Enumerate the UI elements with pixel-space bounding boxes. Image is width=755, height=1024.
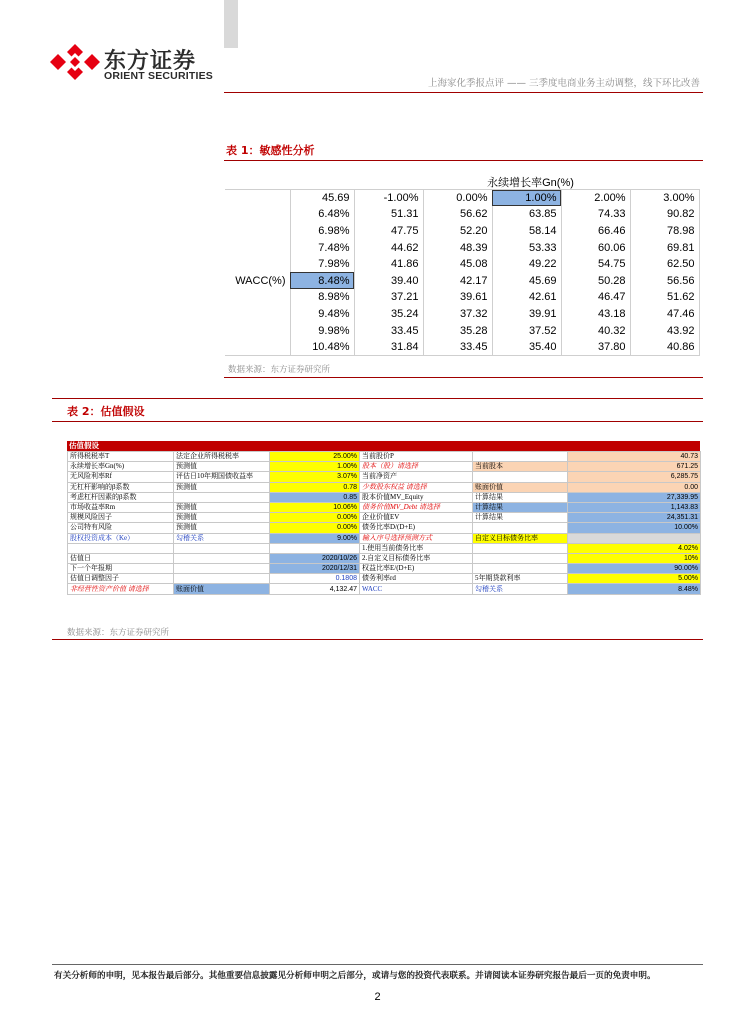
valuation-cell: 评估日10年期国债收益率 [174, 472, 270, 482]
table2-title-line [52, 421, 703, 422]
sensitivity-value: 41.86 [354, 256, 423, 273]
valuation-cell: 1.使用当前债务比率 [360, 543, 473, 553]
orient-logo-icon [50, 42, 100, 84]
wacc-row-label-cell [225, 322, 290, 339]
sensitivity-value: 37.52 [492, 322, 561, 339]
table1-source: 数据来源：东方证券研究所 [228, 365, 331, 375]
sensitivity-value: 42.17 [423, 272, 492, 289]
wacc-row-label-cell [225, 306, 290, 323]
valuation-cell [473, 553, 568, 563]
sensitivity-value: 58.14 [492, 223, 561, 240]
sensitivity-value: 31.84 [354, 339, 423, 356]
valuation-cell: 企业价值EV [360, 513, 473, 523]
sensitivity-value: 56.62 [423, 206, 492, 223]
valuation-cell: 2020/12/31 [270, 564, 360, 574]
valuation-cell: 6,285.75 [568, 472, 701, 482]
valuation-cell: 计算结果 [473, 513, 568, 523]
valuation-cell: 5年期贷款利率 [473, 574, 568, 584]
valuation-cell: 勾稽关系 [473, 584, 568, 594]
growth-col-header: 2.00% [561, 190, 630, 207]
sensitivity-value: 45.69 [492, 272, 561, 289]
sensitivity-value: 35.28 [423, 322, 492, 339]
valuation-cell: 权益比率E/(D+E) [360, 564, 473, 574]
sensitivity-value: 43.18 [561, 306, 630, 323]
valuation-cell [174, 543, 270, 553]
valuation-cell: 10.00% [568, 523, 701, 533]
wacc-value: 8.98% [290, 289, 354, 306]
sensitivity-grid [225, 189, 700, 356]
valuation-cell: 预测值 [174, 462, 270, 472]
valuation-cell [270, 543, 360, 553]
sensitivity-value: 35.40 [492, 339, 561, 356]
valuation-cell: 0.78 [270, 482, 360, 492]
wacc-row-label-cell [225, 223, 290, 240]
sensitivity-value: 37.32 [423, 306, 492, 323]
valuation-cell: 输入序号选择预测方式 [360, 533, 473, 543]
valuation-cell [68, 543, 174, 553]
growth-col-header-selected: 1.00% [492, 190, 561, 207]
valuation-cell: 计算结果 [473, 502, 568, 512]
valuation-cell: WACC [360, 584, 473, 594]
valuation-cell [473, 564, 568, 574]
valuation-cell: 债务比率D/(D+E) [360, 523, 473, 533]
header-gray-bar [224, 0, 238, 48]
wacc-row-label-cell: WACC(%) [225, 272, 290, 289]
valuation-cell: 债务价值MV_Debt 请选择 [360, 502, 473, 512]
valuation-cell: 勾稽关系 [174, 533, 270, 543]
valuation-cell: 671.25 [568, 462, 701, 472]
valuation-cell: 27,339.95 [568, 492, 701, 502]
valuation-cell: 40.73 [568, 452, 701, 462]
sensitivity-value: 62.50 [630, 256, 699, 273]
page-number: 2 [374, 991, 381, 1003]
valuation-cell: 自定义目标债务比率 [473, 533, 568, 543]
footer-divider [52, 964, 703, 965]
table1-title: 表 1：敏感性分析 [226, 144, 315, 157]
wacc-row-label-cell [225, 339, 290, 356]
sensitivity-value: 33.45 [354, 322, 423, 339]
valuation-cell [473, 452, 568, 462]
table2-top-line [52, 398, 703, 399]
valuation-cell: 计算结果 [473, 492, 568, 502]
sensitivity-value: 39.91 [492, 306, 561, 323]
valuation-cell: 考虑杠杆因素的β系数 [68, 492, 174, 502]
logo-english-name: ORIENT SECURITIES [104, 70, 213, 82]
valuation-cell: 股本价值MV_Equity [360, 492, 473, 502]
valuation-cell: 1,143.83 [568, 502, 701, 512]
sensitivity-value: 33.45 [423, 339, 492, 356]
sensitivity-value: 37.80 [561, 339, 630, 356]
valuation-cell: 无风险利率Rf [68, 472, 174, 482]
valuation-header: 估值假设 [67, 441, 700, 451]
wacc-value: 9.98% [290, 322, 354, 339]
sensitivity-value: 39.40 [354, 272, 423, 289]
wacc-value: 10.48% [290, 339, 354, 356]
sensitivity-value: 53.33 [492, 239, 561, 256]
valuation-cell: 规模风险因子 [68, 513, 174, 523]
logo-chinese-name: 东方证券 [104, 49, 197, 74]
valuation-cell: 预测值 [174, 523, 270, 533]
table2-title: 表 2：估值假设 [67, 405, 145, 418]
valuation-cell: 0.85 [270, 492, 360, 502]
valuation-cell [174, 492, 270, 502]
sensitivity-value: 42.61 [492, 289, 561, 306]
valuation-cell: 下一个年报期 [68, 564, 174, 574]
growth-col-header: 3.00% [630, 190, 699, 207]
valuation-cell: 4.02% [568, 543, 701, 553]
sensitivity-value: 74.33 [561, 206, 630, 223]
sensitivity-value: 50.28 [561, 272, 630, 289]
sensitivity-value: 52.20 [423, 223, 492, 240]
valuation-cell: 当前股价P [360, 452, 473, 462]
valuation-cell: 24,351.31 [568, 513, 701, 523]
sensitivity-value: 44.62 [354, 239, 423, 256]
growth-col-header: 0.00% [423, 190, 492, 207]
valuation-cell: 估值日 [68, 553, 174, 563]
sensitivity-value: 43.92 [630, 322, 699, 339]
table2-bottom-line [52, 639, 703, 640]
valuation-cell: 8.48% [568, 584, 701, 594]
valuation-grid [67, 451, 701, 595]
valuation-cell: 0.00% [270, 513, 360, 523]
wacc-value: 7.48% [290, 239, 354, 256]
valuation-cell: 公司特有风险 [68, 523, 174, 533]
wacc-row-label-cell [225, 239, 290, 256]
valuation-cell [568, 533, 701, 543]
valuation-cell [174, 564, 270, 574]
wacc-row-label-cell [225, 206, 290, 223]
valuation-cell [473, 523, 568, 533]
sensitivity-value: 56.56 [630, 272, 699, 289]
valuation-cell: 10.06% [270, 502, 360, 512]
wacc-value-selected: 8.48% [290, 272, 354, 289]
wacc-value: 9.48% [290, 306, 354, 323]
sensitivity-value: 39.61 [423, 289, 492, 306]
sensitivity-value: 40.86 [630, 339, 699, 356]
valuation-cell: 5.00% [568, 574, 701, 584]
valuation-cell: 市场收益率Rm [68, 502, 174, 512]
valuation-assumption-table [67, 441, 700, 595]
valuation-cell: 2020/10/26 [270, 553, 360, 563]
valuation-cell [174, 574, 270, 584]
growth-rate-header: 永续增长率Gn(%) [487, 177, 574, 189]
valuation-cell: 1.00% [270, 462, 360, 472]
wacc-row-label-cell [225, 256, 290, 273]
valuation-cell: 2.自定义目标债务比率 [360, 553, 473, 563]
sensitivity-value: 46.47 [561, 289, 630, 306]
sensitivity-value: 78.98 [630, 223, 699, 240]
valuation-cell: 9.00% [270, 533, 360, 543]
sensitivity-value: 47.46 [630, 306, 699, 323]
sensitivity-value: 47.75 [354, 223, 423, 240]
valuation-cell: 法定企业所得税税率 [174, 452, 270, 462]
valuation-cell: 0.00% [270, 523, 360, 533]
valuation-cell: 25.00% [270, 452, 360, 462]
sensitivity-value: 66.46 [561, 223, 630, 240]
valuation-cell: 股权投资成本（Ke） [68, 533, 174, 543]
wacc-value: 6.48% [290, 206, 354, 223]
wacc-label-cell [225, 190, 290, 207]
sensitivity-value: 49.22 [492, 256, 561, 273]
valuation-cell: 少数股东权益 请选择 [360, 482, 473, 492]
valuation-cell: 永续增长率Gn(%) [68, 462, 174, 472]
wacc-row-label-cell [225, 289, 290, 306]
sensitivity-value: 60.06 [561, 239, 630, 256]
valuation-cell [473, 472, 568, 482]
valuation-cell: 3.07% [270, 472, 360, 482]
sensitivity-value: 37.21 [354, 289, 423, 306]
report-title: 上海家化季报点评 —— 三季度电商业务主动调整，线下环比改善 [427, 78, 700, 89]
valuation-cell: 预测值 [174, 502, 270, 512]
valuation-cell: 账面价值 [473, 482, 568, 492]
valuation-cell: 股本（股）请选择 [360, 462, 473, 472]
valuation-cell: 90.00% [568, 564, 701, 574]
footer-disclaimer: 有关分析师的申明，见本报告最后部分。其他重要信息披露见分析师申明之后部分，或请与您的投资代表联系。并请阅读本证券研究报告最后一页的免责申明。 [54, 971, 656, 981]
sensitivity-value: 90.82 [630, 206, 699, 223]
sensitivity-value: 40.32 [561, 322, 630, 339]
sensitivity-value: 54.75 [561, 256, 630, 273]
valuation-cell: 0.00 [568, 482, 701, 492]
corner-value: 45.69 [290, 190, 354, 207]
sensitivity-value: 63.85 [492, 206, 561, 223]
table1-bottom-line [224, 377, 703, 378]
valuation-cell: 4,132.47 [270, 584, 360, 594]
table1-title-line [224, 160, 703, 161]
valuation-cell: 估值日调整因子 [68, 574, 174, 584]
wacc-value: 6.98% [290, 223, 354, 240]
valuation-cell: 预测值 [174, 513, 270, 523]
sensitivity-value: 69.81 [630, 239, 699, 256]
wacc-value: 7.98% [290, 256, 354, 273]
valuation-cell: 无杠杆影响的β系数 [68, 482, 174, 492]
valuation-cell: 非经营性资产价值 请选择 [68, 584, 174, 594]
growth-col-header: -1.00% [354, 190, 423, 207]
valuation-cell [174, 553, 270, 563]
valuation-cell: 0.1808 [270, 574, 360, 584]
valuation-cell [473, 543, 568, 553]
sensitivity-value: 51.31 [354, 206, 423, 223]
sensitivity-value: 45.08 [423, 256, 492, 273]
sensitivity-value: 35.24 [354, 306, 423, 323]
valuation-cell: 预测值 [174, 482, 270, 492]
sensitivity-value: 48.39 [423, 239, 492, 256]
sensitivity-value: 51.62 [630, 289, 699, 306]
table2-source: 数据来源：东方证券研究所 [67, 628, 170, 638]
header-divider [224, 92, 703, 93]
valuation-cell: 当前股本 [473, 462, 568, 472]
valuation-cell: 账面价值 [174, 584, 270, 594]
valuation-cell: 所得税税率T [68, 452, 174, 462]
valuation-cell: 债务利率rd [360, 574, 473, 584]
valuation-cell: 10% [568, 553, 701, 563]
valuation-cell: 当前净资产 [360, 472, 473, 482]
